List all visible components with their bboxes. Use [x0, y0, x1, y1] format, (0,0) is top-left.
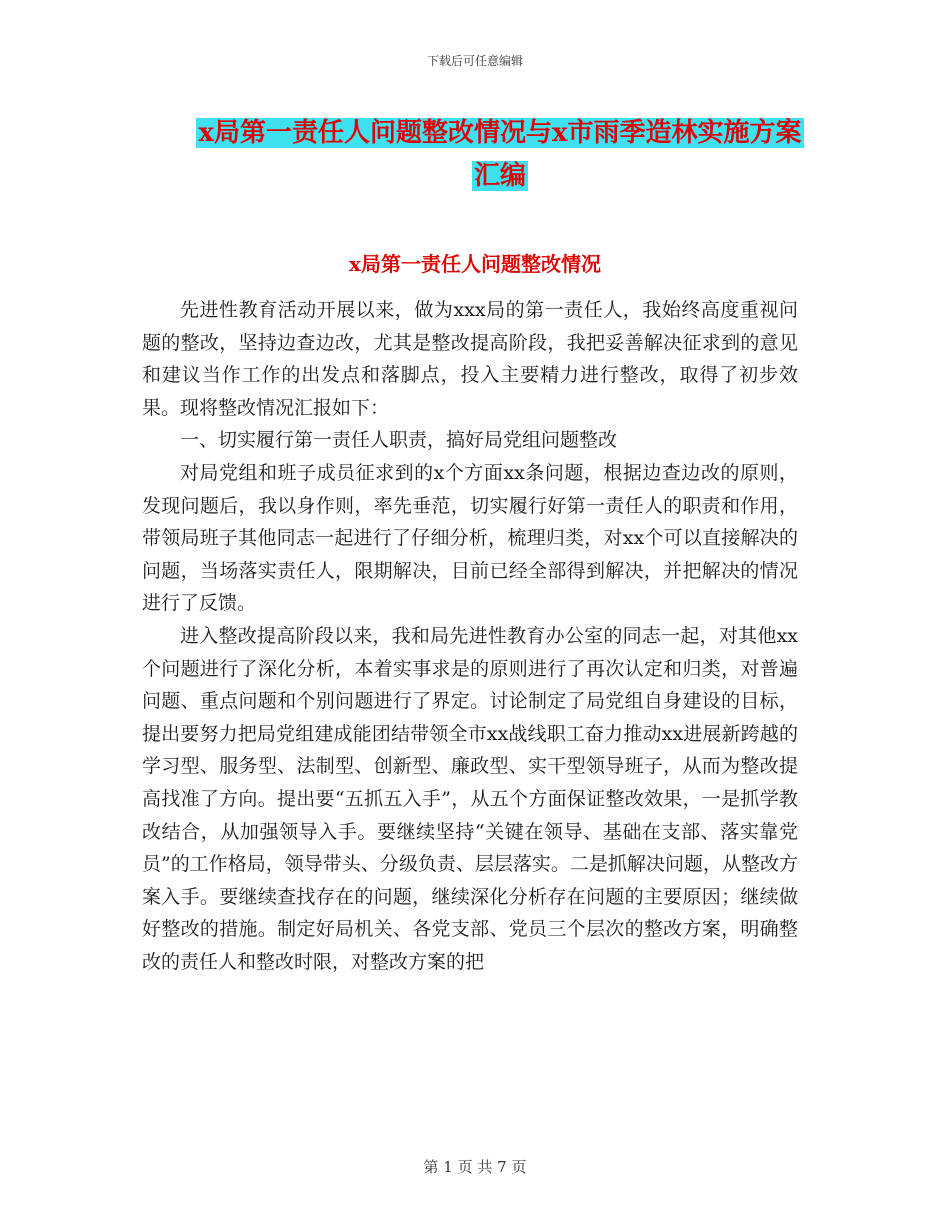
page-header-note: 下载后可任意编辑	[426, 54, 523, 68]
section-subtitle: x局第一责任人问题整改情况	[349, 252, 601, 276]
section-heading: 一、切实履行第一责任人职责，搞好局党组问题整改	[180, 429, 618, 452]
body-paragraph: 对局党组和班子成员征求到的x个方面xx条问题，根据边查边改的原则，发现问题后，我以身作则，率先垂范，切实履行好第一责任人的职责和作用，带领局班子其他同志一起进行了仔细分析，梳理归类，对xx个可以直接解决的问题，当场落实责任人，限期解决，目前已经全部得到解决，并把解决的情况进行了反馈。	[142, 461, 798, 615]
document-title	[150, 112, 850, 198]
page-number: 第 1 页 共 7 页	[423, 1158, 527, 1176]
document-title-line1: x局第一责任人问题整改情况与x市雨季造林实施方案	[198, 118, 802, 148]
body-paragraph: 先进性教育活动开展以来，做为xxx局的第一责任人，我始终高度重视问题的整改，坚持边查边改，尤其是整改提高阶段，我把妥善解决征求到的意见和建议当作工作的出发点和落脚点，投入主要精力进行整改，取得了初步效果。现将整改情况汇报如下：	[142, 299, 798, 419]
document-body	[142, 294, 798, 978]
document-title-line2: 汇编	[473, 161, 526, 191]
body-paragraph: 进入整改提高阶段以来，我和局先进性教育办公室的同志一起，对其他xx个问题进行了深化分析，本着实事求是的原则进行了再次认定和归类，对普遍问题、重点问题和个别问题进行了界定。讨论制定了局党组自身建设的目标，提出要努力把局党组建成能团结带领全市xx战线职工奋力推动xx进展新跨越的学习型、服务型、法制型、创新型、廉政型、实干型领导班子，从而为整改提高找准了方向。提出要“五抓五入手”，从五个方面保证整改效果，一是抓学教改结合，从加强领导入手。要继续坚持“关键在领导、基础在支部、落实靠党员”的工作格局，领导带头、分级负责、层层落实。二是抓解决问题，从整改方案入手。要继续查找存在的问题，继续深化分析存在问题的主要原因；继续做好整改的措施。制定好局机关、各党支部、党员三个层次的整改方案，明确整改的责任人和整改时限，对整改方案的把	[142, 624, 798, 973]
